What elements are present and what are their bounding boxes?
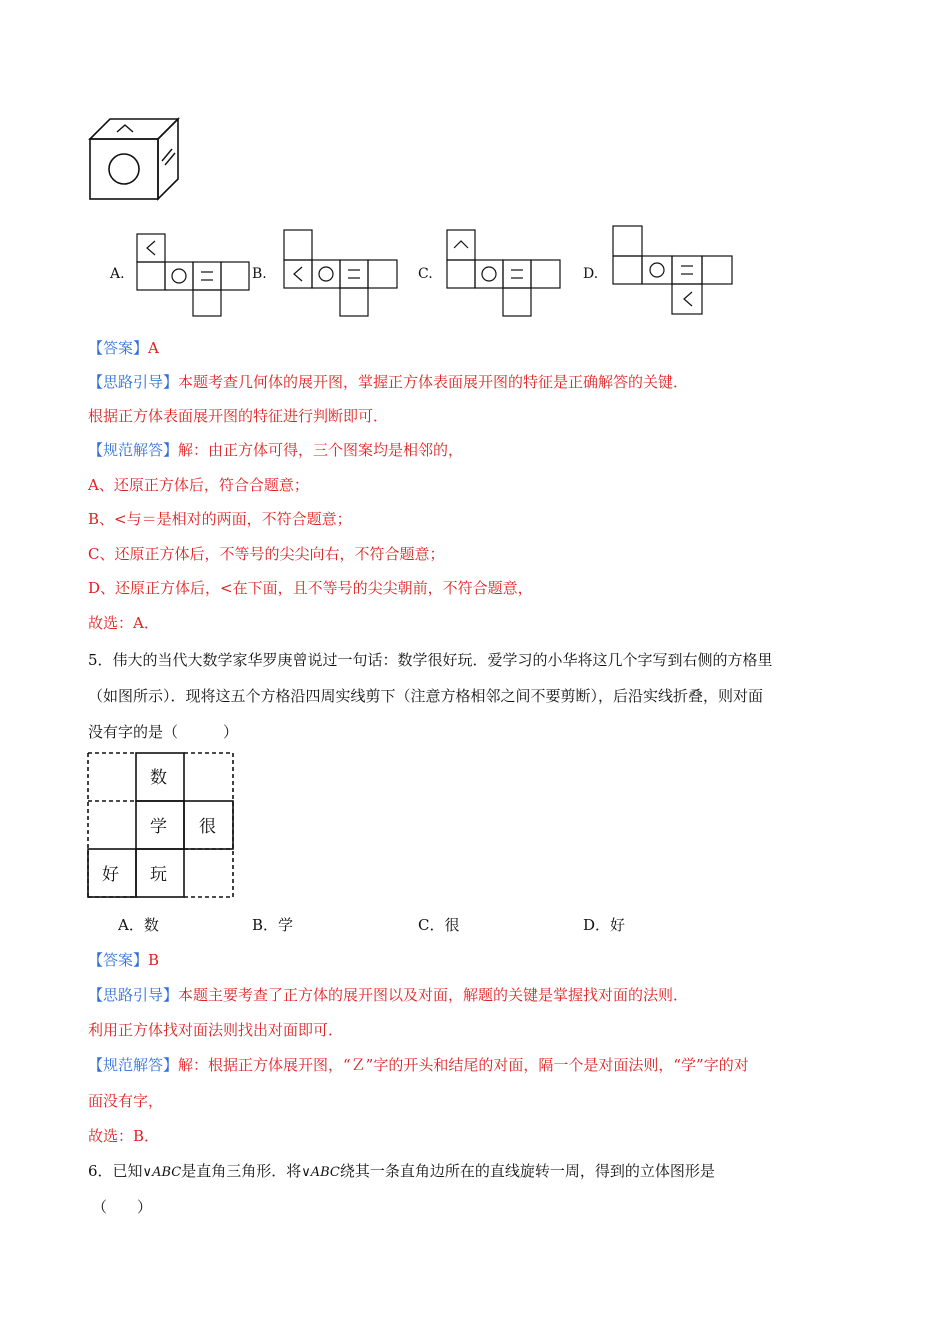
net-a bbox=[137, 232, 249, 316]
q4-choose: 故选：A． bbox=[88, 614, 159, 632]
net-c bbox=[447, 230, 561, 316]
q5-option-a: A．数 bbox=[118, 916, 159, 934]
grid-cell-shu: 数 bbox=[150, 768, 167, 788]
q6-line-1: 6．已知∨ABC是直角三角形．将∨ABC绕其一条直角边所在的直线旋转一周，得到的立体图形是 bbox=[88, 1162, 715, 1180]
q5-line-1: 5．伟大的当代大数学家华罗庚曾说过一句话：数学很好玩．爱学习的小华将这几个字写到右侧的方格里 bbox=[88, 651, 773, 669]
q5-hint-2: 利用正方体找对面法则找出对面即可． bbox=[88, 1021, 344, 1039]
grid-cell-hen: 很 bbox=[199, 817, 216, 837]
option-b-label: B. bbox=[252, 266, 267, 282]
q5-option-b: B．学 bbox=[252, 916, 294, 934]
q5-line-2: （如图所示）．现将这五个方格沿四周实线剪下（注意方格相邻之间不要剪断），后沿实线折叠，则对面 bbox=[88, 687, 764, 705]
q5-solution-2: 面没有字， bbox=[88, 1092, 164, 1110]
q4-hint-2: 根据正方体表面展开图的特征进行判断即可． bbox=[88, 407, 389, 425]
cube-figure bbox=[88, 117, 188, 202]
q6-paren: （ ） bbox=[92, 1198, 153, 1216]
option-a-label: A. bbox=[110, 266, 125, 282]
q5-line-3: 没有字的是（ ） bbox=[88, 723, 239, 741]
q5-hint: 【思路引导】本题主要考查了正方体的展开图以及对面，解题的关键是掌握找对面的法则． bbox=[88, 986, 689, 1004]
q4-line-d: D、还原正方体后，<在下面，且不等号的尖尖朝前，不符合题意， bbox=[88, 579, 533, 597]
option-c-label: C. bbox=[418, 266, 433, 282]
q5-option-c: C．很 bbox=[418, 916, 460, 934]
q5-option-d: D．好 bbox=[583, 916, 626, 934]
grid-cell-xue: 学 bbox=[150, 817, 167, 837]
q4-answer: 【答案】A bbox=[88, 339, 159, 357]
option-d-label: D. bbox=[583, 266, 599, 282]
q4-solution: 【规范解答】解：由正方体可得，三个图案均是相邻的， bbox=[88, 441, 464, 459]
q4-line-b: B、<与＝是相对的两面，不符合题意； bbox=[88, 510, 352, 528]
q5-solution: 【规范解答】解：根据正方体展开图，“Ｚ”字的开头和结尾的对面，隔一个是对面法则，“学”字的对 bbox=[88, 1056, 749, 1074]
q4-line-c: C、还原正方体后，不等号的尖尖向右，不符合题意； bbox=[88, 545, 445, 563]
net-b bbox=[284, 230, 398, 316]
q4-line-a: A、还原正方体后，符合合题意； bbox=[88, 476, 309, 494]
q4-hint: 【思路引导】本题考查几何体的展开图，掌握正方体表面展开图的特征是正确解答的关键． bbox=[88, 373, 689, 391]
q5-choose: 故选：B． bbox=[88, 1127, 160, 1145]
grid-cell-hao: 好 bbox=[102, 865, 119, 885]
net-d bbox=[613, 226, 733, 316]
q5-answer: 【答案】B bbox=[88, 951, 160, 969]
grid-cell-wan: 玩 bbox=[150, 865, 167, 885]
